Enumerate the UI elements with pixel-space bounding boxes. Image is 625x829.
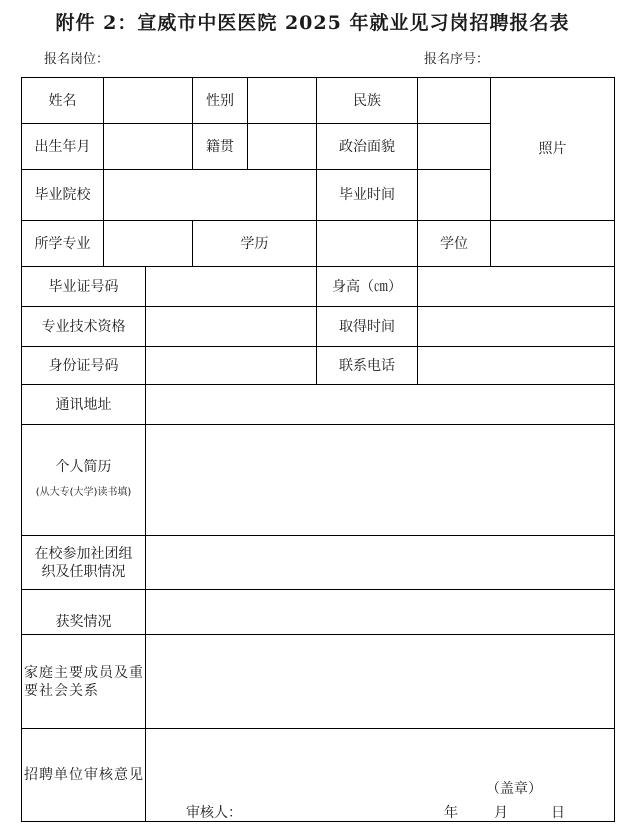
school-field[interactable] — [103, 169, 317, 221]
clubs-field[interactable] — [145, 535, 615, 590]
grad-time-field[interactable] — [417, 169, 491, 221]
day-label: 日 — [551, 805, 565, 821]
review-label: 招聘单位审核意见 — [21, 728, 146, 822]
resume-note: (从大专(大学)读书填) — [35, 487, 132, 498]
political-status-label: 政治面貌 — [316, 123, 418, 170]
education-field[interactable] — [316, 220, 418, 267]
id-no-label: 身份证号码 — [21, 346, 146, 385]
diploma-no-label: 毕业证号码 — [21, 266, 146, 307]
id-no-field[interactable] — [145, 346, 317, 385]
resume-label: 个人简历 — [55, 459, 112, 475]
obtain-time-field[interactable] — [417, 306, 615, 347]
resume-label-cell — [21, 424, 146, 536]
diploma-no-field[interactable] — [145, 266, 317, 307]
year-label: 年 — [444, 805, 458, 821]
phone-label: 联系电话 — [316, 346, 418, 385]
major-field[interactable] — [103, 220, 193, 267]
family-field[interactable] — [145, 634, 615, 729]
obtain-time-label: 取得时间 — [316, 306, 418, 347]
political-status-field[interactable] — [417, 123, 491, 170]
ethnicity-label: 民族 — [316, 77, 418, 124]
address-label: 通讯地址 — [21, 384, 146, 425]
qualification-label: 专业技术资格 — [21, 306, 146, 347]
awards-field[interactable] — [145, 589, 615, 635]
native-place-label: 籍贯 — [192, 123, 248, 170]
height-field[interactable] — [417, 266, 615, 307]
major-label: 所学专业 — [21, 220, 104, 267]
position-row — [44, 48, 149, 67]
page-title: 附件 2：宣威市中医医院 2025 年就业见习岗招聘报名表 — [55, 12, 570, 34]
education-label: 学历 — [192, 220, 317, 267]
phone-field[interactable] — [417, 346, 615, 385]
month-label: 月 — [494, 805, 508, 821]
school-label: 毕业院校 — [21, 169, 104, 221]
ethnicity-field[interactable] — [417, 77, 491, 124]
serial-label: 报名序号： — [424, 52, 490, 67]
gender-field[interactable] — [247, 77, 317, 124]
height-label: 身高（㎝） — [316, 266, 418, 307]
address-field[interactable] — [145, 384, 615, 425]
serial-row — [424, 48, 529, 67]
native-place-field[interactable] — [247, 123, 317, 170]
birth-label: 出生年月 — [21, 123, 104, 170]
photo-box[interactable]: 照片 — [490, 77, 615, 221]
family-label: 家庭主要成员及重要社会关系 — [21, 634, 146, 729]
reviewer-label: 审核人： — [186, 805, 242, 821]
gender-label: 性别 — [192, 77, 248, 124]
degree-field[interactable] — [490, 220, 615, 267]
grad-time-label: 毕业时间 — [316, 169, 418, 221]
birth-field[interactable] — [103, 123, 193, 170]
awards-label: 获奖情况 — [21, 589, 146, 635]
clubs-label: 在校参加社团组织及任职情况 — [21, 535, 146, 590]
qualification-field[interactable] — [145, 306, 317, 347]
degree-label: 学位 — [417, 220, 491, 267]
resume-field[interactable] — [145, 424, 615, 536]
position-label: 报名岗位： — [44, 52, 110, 67]
seal-text: （盖章） — [486, 781, 542, 797]
name-field[interactable] — [103, 77, 193, 124]
name-label: 姓名 — [21, 77, 104, 124]
